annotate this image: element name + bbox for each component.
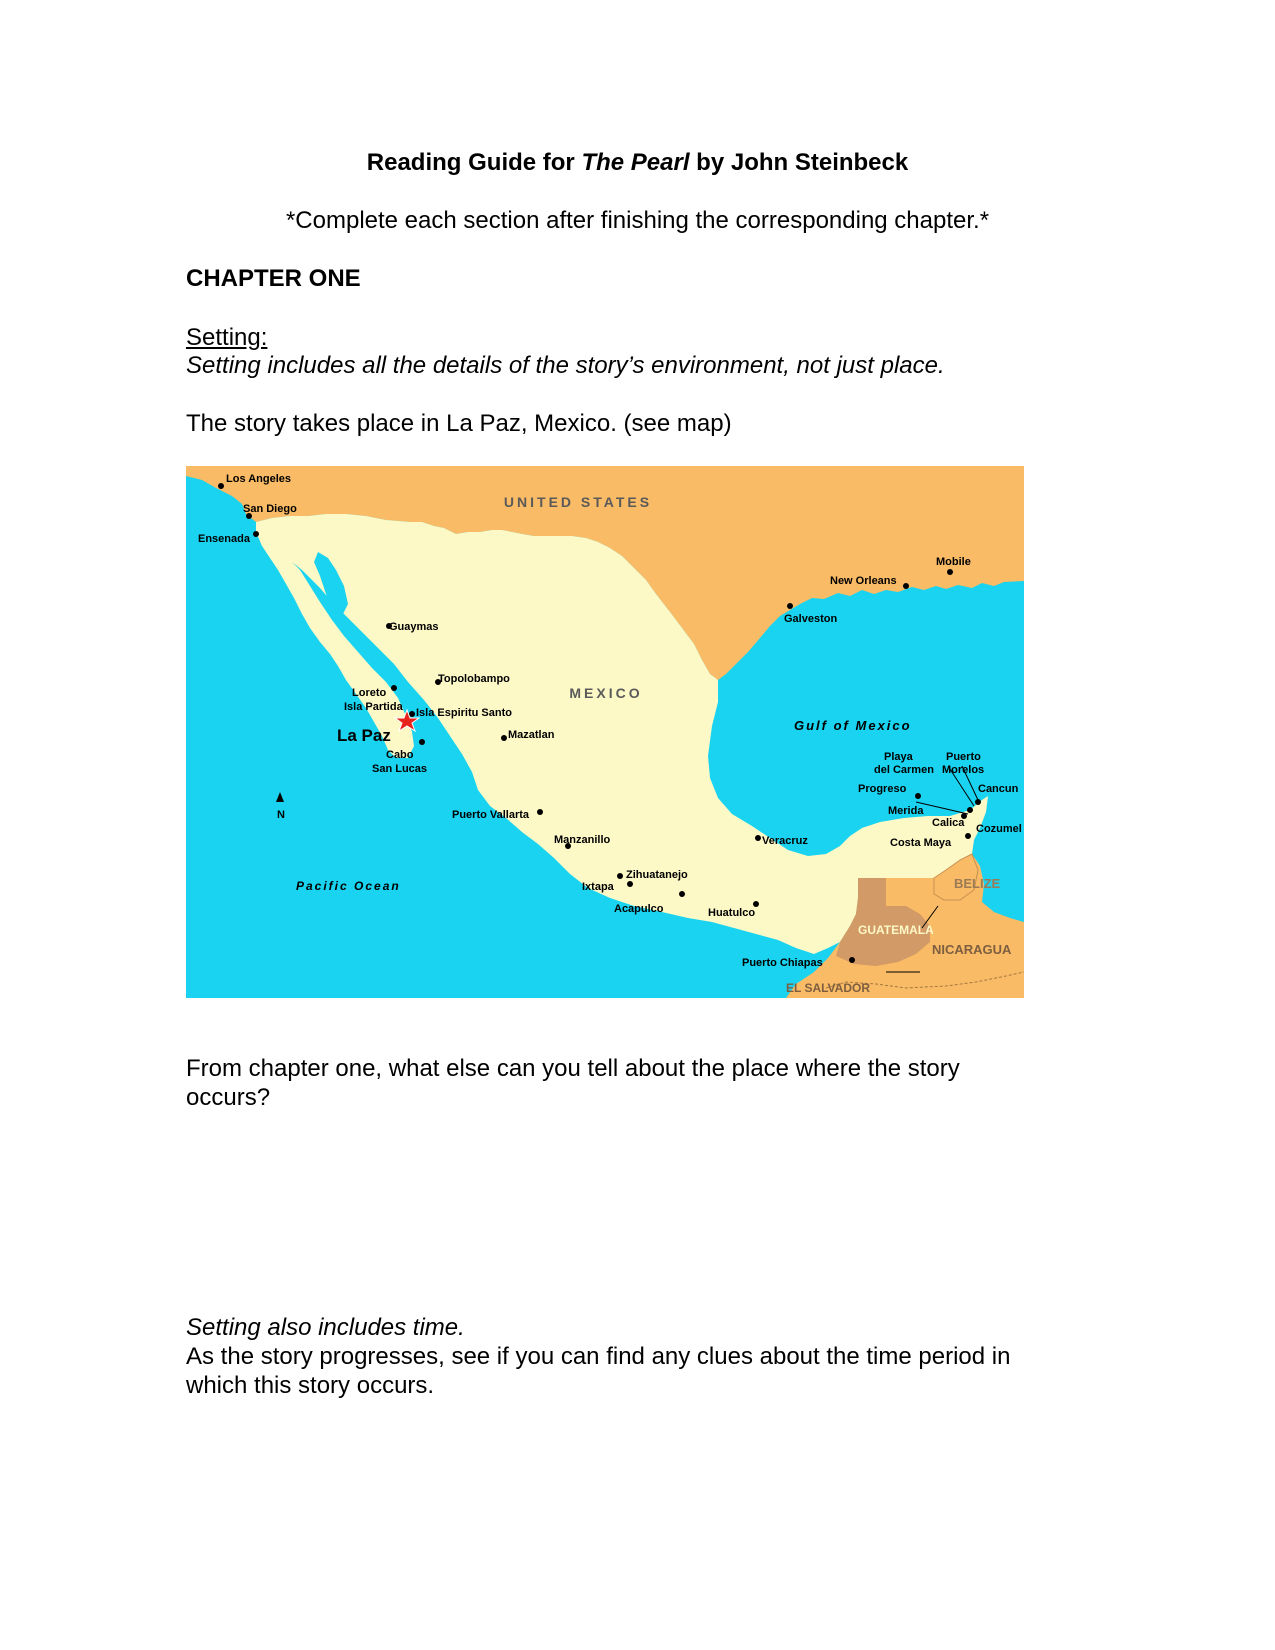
title-prefix: Reading Guide for — [366, 149, 582, 176]
label-north: N — [277, 809, 285, 821]
city-costa-maya: Costa Maya — [890, 837, 952, 849]
city-ixtapa: Ixtapa — [582, 881, 614, 893]
title-suffix: by John Steinbeck — [689, 149, 909, 176]
city-cancun: Cancun — [978, 783, 1019, 795]
city-los-angeles: Los Angeles — [226, 473, 291, 485]
label-gulf: Gulf of Mexico — [794, 718, 912, 733]
city-mazatlan: Mazatlan — [508, 729, 555, 741]
city-acapulco: Acapulco — [614, 903, 664, 915]
label-el-salvador: EL SALVADOR — [786, 981, 871, 995]
time-intro: Setting also includes time. — [186, 1314, 465, 1341]
city-cabo: Cabo — [386, 749, 414, 761]
city-progreso: Progreso — [858, 783, 907, 795]
city-merida: Merida — [888, 805, 924, 817]
label-la-paz: La Paz — [337, 726, 391, 745]
city-isla-partida: Isla Partida — [344, 701, 403, 713]
time-question-line2: which this story occurs. — [186, 1372, 435, 1399]
city-playa: Playa — [884, 751, 913, 763]
label-belize: BELIZE — [954, 876, 1001, 891]
label-pacific: Pacific Ocean — [296, 879, 401, 893]
city-del-carmen: del Carmen — [874, 764, 934, 776]
city-mobile: Mobile — [936, 556, 971, 568]
city-isla-espiritu-santo: Isla Espiritu Santo — [416, 707, 512, 719]
city-guaymas: Guaymas — [389, 621, 439, 633]
book-title: The Pearl — [581, 149, 690, 176]
city-veracruz: Veracruz — [762, 835, 808, 847]
city-puerto-chiapas: Puerto Chiapas — [742, 957, 823, 969]
city-calica: Calica — [932, 817, 965, 829]
city-morelos: Morelos — [942, 764, 985, 776]
label-mexico: MEXICO — [569, 685, 643, 701]
city-cozumel: Cozumel — [976, 823, 1022, 835]
label-us: UNITED STATES — [503, 494, 653, 510]
setting-definition: Setting includes all the details of the story’s environment, not just place. — [186, 352, 945, 379]
city-ensenada: Ensenada — [198, 533, 250, 545]
city-huatulco: Huatulco — [708, 907, 756, 919]
city-loreto: Loreto — [352, 687, 387, 699]
city-san-lucas: San Lucas — [372, 763, 428, 775]
time-question-line1: As the story progresses, see if you can find any clues about the time period in — [186, 1343, 1011, 1370]
city-galveston: Galveston — [784, 613, 838, 625]
city-puerto: Puerto — [946, 751, 981, 763]
city-manzanillo: Manzanillo — [554, 834, 611, 846]
page-title — [0, 148, 1275, 177]
instruction-text: *Complete each section after finishing the corresponding chapter.* — [285, 207, 990, 234]
city-new-orleans: New Orleans — [830, 575, 897, 587]
place-statement: The story takes place in La Paz, Mexico. (see map) — [186, 410, 732, 437]
label-guatemala: GUATEMALA — [858, 923, 934, 937]
label-nicaragua: NICARAGUA — [932, 942, 1012, 957]
mexico-map — [186, 466, 1024, 998]
question-place-line2: occurs? — [186, 1084, 271, 1111]
question-place-line1: From chapter one, what else can you tell about the place where the story — [186, 1055, 960, 1082]
city-san-diego: San Diego — [243, 503, 297, 515]
setting-label: Setting: — [186, 324, 268, 351]
city-topolobampo: Topolobampo — [438, 673, 510, 685]
city-puerto-vallarta: Puerto Vallarta — [452, 809, 530, 821]
chapter-heading: CHAPTER ONE — [186, 265, 361, 292]
city-zihuatanejo: Zihuatanejo — [626, 869, 688, 881]
